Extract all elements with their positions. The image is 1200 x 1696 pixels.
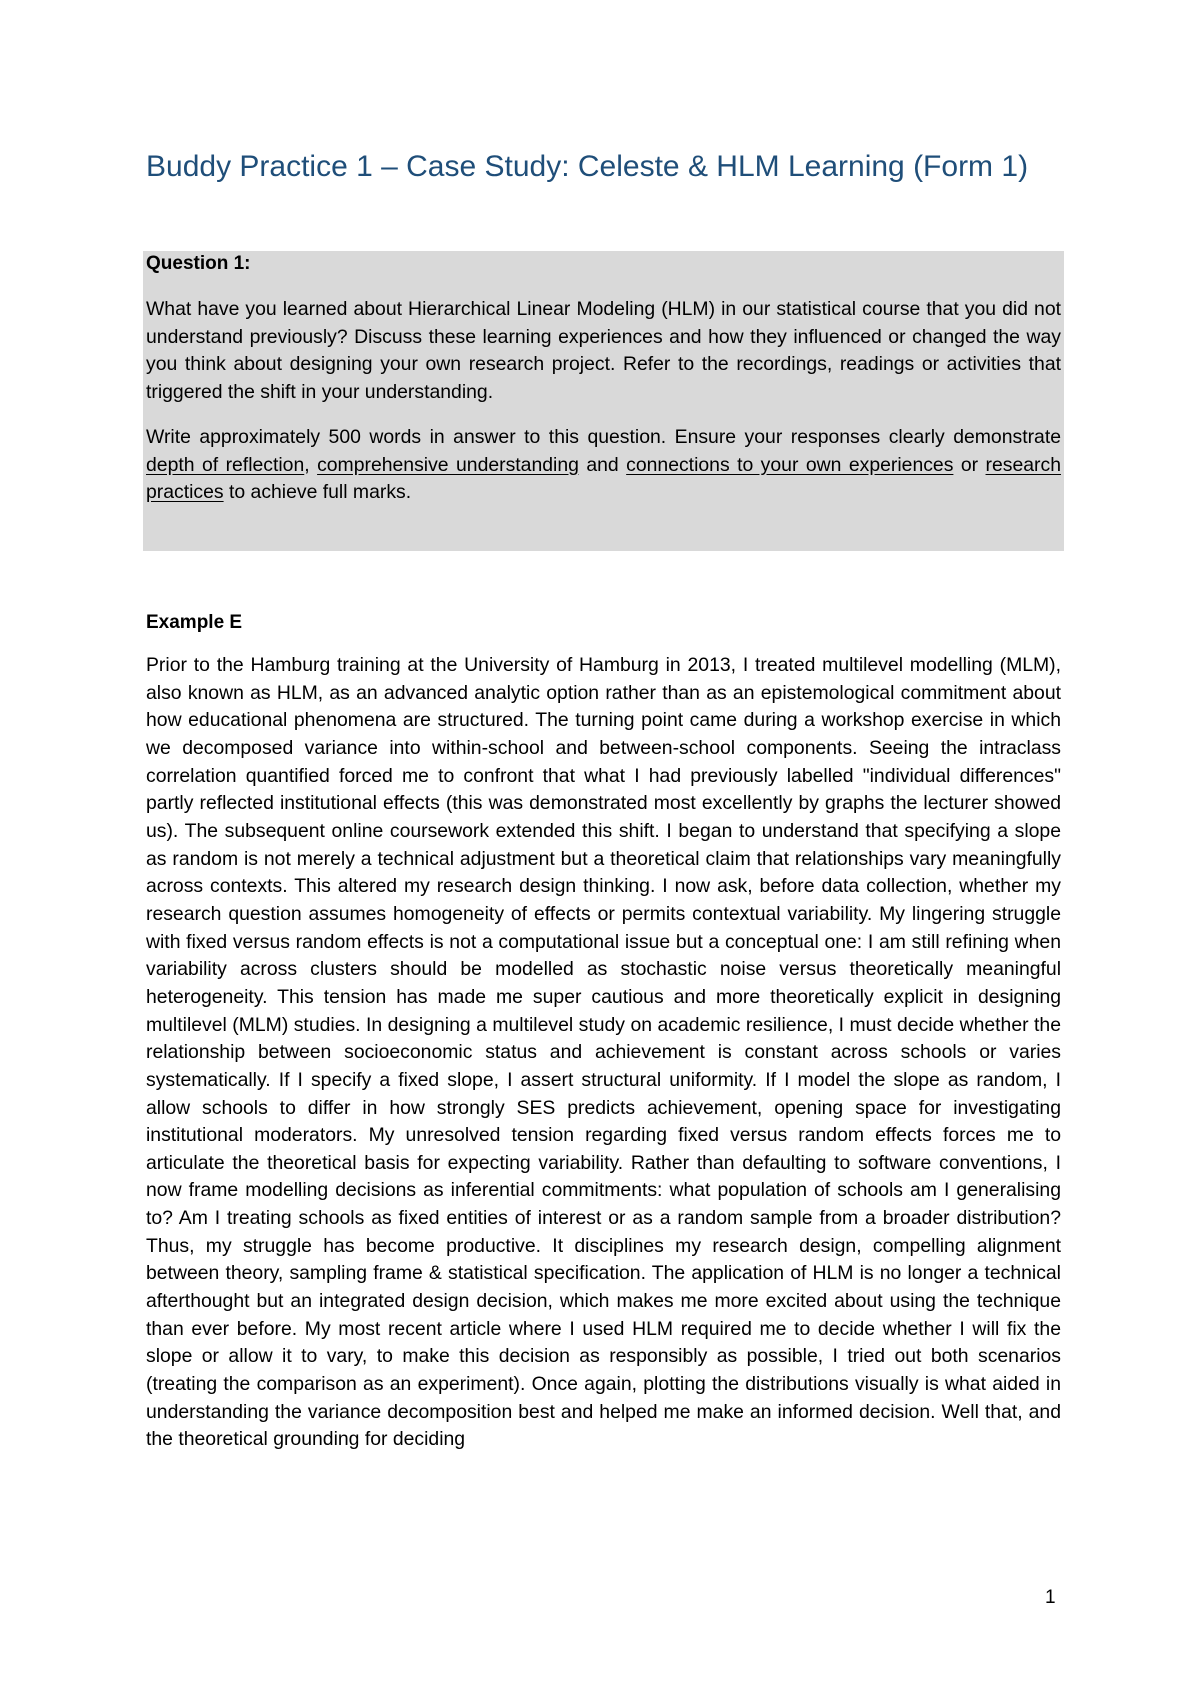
criterion-depth-of-reflection: depth of reflection [146, 453, 305, 476]
criterion-research-practices: research practices [146, 453, 1061, 503]
example-heading: Example E [146, 612, 243, 633]
question-paragraph: What have you learned about Hierarchical Linear Modeling (HLM) in our statistical course that you did not understand previously? Discuss these learning experiences and how they influenced or changed the way you think about designing your own research project. Refer to the recordings, readings or activities that triggered the shift in your understanding. [146, 298, 1061, 403]
question-instructions [146, 424, 1061, 507]
criterion-comprehensive-understanding: comprehensive understanding [317, 453, 579, 476]
instructions-text: or [953, 453, 986, 476]
instructions-text: to achieve full marks. [223, 481, 412, 503]
page-number: 1 [1045, 1587, 1056, 1608]
criterion-connections-to-experiences: connections to your own experiences [626, 453, 954, 476]
question-heading: Question 1: [146, 253, 251, 274]
question-box [143, 251, 1064, 551]
document-title: Buddy Practice 1 – Case Study: Celeste & HLM Learning (Form 1) [146, 150, 1029, 183]
instructions-text: Write approximately 500 words in answer to this question. Ensure your responses clearly demonstrate [146, 426, 1061, 448]
instructions-text: , [304, 453, 318, 476]
example-body-paragraph: Prior to the Hamburg training at the University of Hamburg in 2013, I treated multilevel modelling (MLM), also known as HLM, as an advanced analytic option rather than as an epistemological commitment about how educational phenomena are structured. The turning point came during a workshop exercise in which we decomposed variance into within-school and between-school components. Seeing the intraclass correlation quantified forced me to confront that what I had previously labelled "individual differences" partly reflected institutional effects (this was demonstrated most excellently by graphs the lecturer showed us). The subsequent online coursework extended this shift. I began to understand that specifying a slope as random is not merely a technical adjustment but a theoretical claim that relationships vary meaningfully across contexts. This altered my research design thinking. I now ask, before data collection, whether my research question assumes homogeneity of effects or permits contextual variability. My lingering struggle with fixed versus random effects is not a computational issue but a conceptual one: I am still refining when variability across clusters should be modelled as stochastic noise versus theoretically meaningful heterogeneity. This tension has made me super cautious and more theoretically explicit in designing multilevel (MLM) studies. In designing a multilevel study on academic resilience, I must decide whether the relationship between socioeconomic status and achievement is constant across schools or varies systematically. If I specify a fixed slope, I assert structural uniformity. If I model the slope as random, I allow schools to differ in how strongly SES predicts achievement, opening space for investigating institutional moderators. My unresolved tension regarding fixed versus random effects forces me to articulate the theoretical basis for expecting variability. Rather than defaulting to software conventions, I now frame modelling decisions as inferential commitments: what population of schools am I generalising to? Am I treating schools as fixed entities of interest or as a random sample from a broader distribution? Thus, my struggle has become productive. It disciplines my research design, compelling alignment between theory, sampling frame & statistical specification. The application of HLM is no longer a technical afterthought but an integrated design decision, which makes me more excited about using the technique than ever before. My most recent article where I used HLM required me to decide whether I will fix the slope or allow it to vary, to make this decision as responsibly as possible, I tried out both scenarios (treating the comparison as an experiment). Once again, plotting the distributions visually is what aided in understanding the variance decomposition best and helped me make an informed decision. Well that, and the theoretical grounding for deciding [146, 654, 1061, 1451]
instructions-text: and [578, 453, 627, 476]
